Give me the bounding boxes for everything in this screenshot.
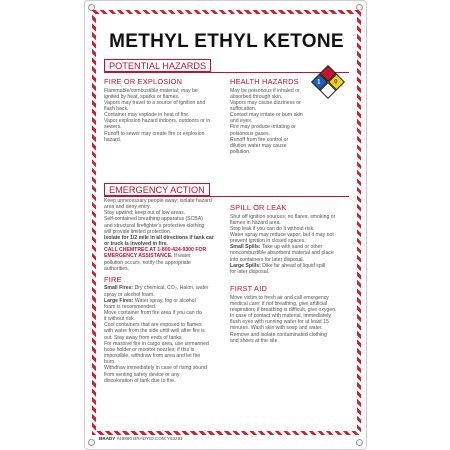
spill-leak-text	[230, 214, 352, 245]
emergency-intro-text	[104, 198, 224, 235]
text-line: Runoff from fire control or	[230, 136, 289, 143]
text-line: pollution.	[230, 149, 251, 156]
text-line: and eyes.	[230, 118, 253, 125]
text-line: area and deny entry.	[104, 204, 151, 211]
text-line: Stop leak if you can do it without risk.	[230, 225, 315, 232]
text-line: Move container from fire area if you can do	[104, 310, 202, 316]
text-line: Self-contained breathing apparatus (SCBA)	[104, 216, 203, 223]
text-line: Container may explode in heat of fire.	[104, 112, 190, 119]
product-code: Y63291	[166, 436, 183, 441]
emergency-right-column	[230, 198, 352, 344]
text-line: impossible, withdraw from area and let fire	[104, 353, 201, 360]
text-line: Cool containers that are exposed to flames	[104, 322, 202, 329]
text-line: Keep unnecessary people away; isolate hazard	[104, 198, 212, 204]
text-line: for later disposal.	[230, 268, 270, 275]
pollution-text	[104, 260, 224, 272]
sign-title: METHYL ETHYL KETONE	[109, 31, 344, 52]
emergency-action-heading: EMERGENCY ACTION	[104, 183, 210, 196]
section-rule	[104, 72, 349, 73]
nfpa-health: 1	[311, 74, 328, 91]
text-line: dilution water may cause	[230, 142, 287, 149]
text-line: For massive fire in cargo area, use unmanned	[104, 340, 209, 347]
potential-hazards-heading: POTENTIAL HAZARDS	[104, 59, 211, 72]
text-line: prevent ignition in closed spaces.	[230, 238, 306, 245]
text-line: spray or alcohol foam.	[104, 291, 155, 298]
text-line: noncombustible absorbent material and place	[230, 250, 334, 257]
text-line: will provide limited protection.	[104, 228, 172, 235]
text-line: and structural firefighter's protective clothing	[104, 222, 205, 229]
text-line: or truck is involved in fire.	[104, 241, 168, 248]
sign-body	[96, 14, 357, 431]
part-number: #48880	[116, 436, 132, 441]
fire-explosion-heading: FIRE OR EXPLOSION	[104, 77, 183, 86]
text-line: absorbed through skin.	[230, 93, 283, 100]
hazard-border	[92, 10, 361, 435]
text-line: from venting safety device or any	[104, 371, 180, 378]
text-line: minutes. Wash skin with soap and water.	[230, 325, 323, 332]
mounting-hole	[88, 439, 95, 446]
section-rule	[104, 196, 349, 197]
text-line: foam is recommended.	[104, 303, 157, 310]
text-line: pollution occurs, notify the appropriate	[104, 259, 191, 266]
fire-response-text	[104, 310, 224, 384]
text-line: Isolate for 1/2 mile in all directions if tank car	[104, 234, 214, 241]
chemtrec-call-text	[104, 247, 224, 259]
text-line: poisonous gases.	[230, 130, 271, 137]
text-line: Flammable/combustible material; may be	[104, 87, 198, 94]
health-hazards-heading: HEALTH HAZARDS	[230, 77, 299, 86]
emergency-left-column	[104, 198, 224, 384]
text-line: out. Stay away from ends of tanks.	[104, 334, 183, 341]
fire-heading: FIRE	[104, 274, 122, 284]
large-spills-text	[230, 269, 352, 275]
brand-logo: BRADY	[99, 436, 116, 441]
text-line: suffocation.	[230, 105, 257, 112]
sign-footer	[99, 436, 183, 441]
text-line: medical care; if not breathing, give artificial	[230, 300, 328, 307]
text-line: hose holder or monitor nozzles; if this is	[104, 346, 195, 353]
text-line: with water from the side until well after fire is	[104, 328, 205, 335]
text-line: hazard.	[104, 136, 122, 143]
large-spills-line: Large Spills: Dike far ahead of liquid spill	[230, 262, 326, 269]
text-line: into containers for later disposal.	[230, 256, 305, 263]
text-line: Vapor explosion hazard indoors, outdoors or in	[104, 118, 211, 125]
first-aid-text	[230, 295, 352, 344]
text-line: Fire may produce irritating or	[230, 124, 296, 131]
text-line: Remove and isolate contaminated clothing	[230, 331, 327, 338]
text-line: Stay upwind; keep out of low areas.	[104, 210, 186, 217]
text-line: flash back.	[104, 105, 129, 112]
text-line: sewers.	[104, 124, 122, 131]
text-line: In case of contact with material, immediately	[230, 313, 331, 320]
text-line: Shut off ignition sources; no flares, smoking or	[230, 213, 336, 220]
text-line: discoloration of tank due to fire.	[104, 377, 176, 384]
text-line: authorities.	[104, 265, 130, 272]
spill-leak-heading: SPILL OR LEAK	[230, 203, 287, 212]
mounting-hole	[356, 439, 363, 446]
large-fires-line: Large Fires: Water spray, fog or alcohol	[104, 297, 196, 304]
text-line: Vapors may travel to a source of ignition and	[104, 99, 206, 106]
text-line: Withdraw immediately in case of rising sound	[104, 365, 207, 372]
small-spills-text	[230, 250, 352, 262]
text-line: respiration; if breathing is difficult, give oxygen.	[230, 306, 337, 313]
nfpa-flammability: 3	[320, 65, 337, 82]
health-hazards-text	[230, 88, 340, 156]
small-fires-line: Small Fires: Dry chemical, CO₂, Halon, water	[104, 285, 209, 292]
text-line: flush eyes with running water for at least 15	[230, 319, 329, 326]
text-line: Contact may irritate or burn skin	[230, 112, 303, 119]
nfpa-reactivity: 0	[328, 74, 345, 91]
text-line: it without risk.	[104, 316, 136, 323]
text-line: Move victim to fresh air and call emergency	[230, 294, 329, 301]
text-line: burn.	[104, 359, 116, 366]
first-aid-heading: FIRST AID	[230, 284, 267, 294]
isolation-text	[104, 235, 224, 247]
text-line: Vapors may cause dizziness or	[230, 99, 301, 106]
small-spills-line: Small Spills: Take up with sand or other	[230, 244, 323, 251]
text-line: and shoes at the site.	[230, 337, 279, 344]
text-line: CALL CHEMTREC AT 1-800-424-9300 FOR	[104, 247, 207, 254]
text-line: EMERGENCY ASSISTANCE. If water	[104, 253, 191, 260]
fire-explosion-section	[104, 75, 222, 143]
call-tail-text: If water	[172, 253, 191, 260]
brand-website: BRADYID.COM	[133, 436, 166, 441]
text-line: Water spray may reduce vapor; but it may not	[230, 231, 334, 238]
safety-sign	[84, 0, 367, 450]
text-line: flames in hazard area.	[230, 219, 281, 226]
text-line: ignited by heat, sparks or flames.	[104, 93, 180, 100]
text-line: May be poisonous if inhaled or	[230, 87, 300, 94]
fire-explosion-text	[104, 88, 222, 143]
text-line: Runoff to sewer may create fire or explosion	[104, 130, 205, 137]
